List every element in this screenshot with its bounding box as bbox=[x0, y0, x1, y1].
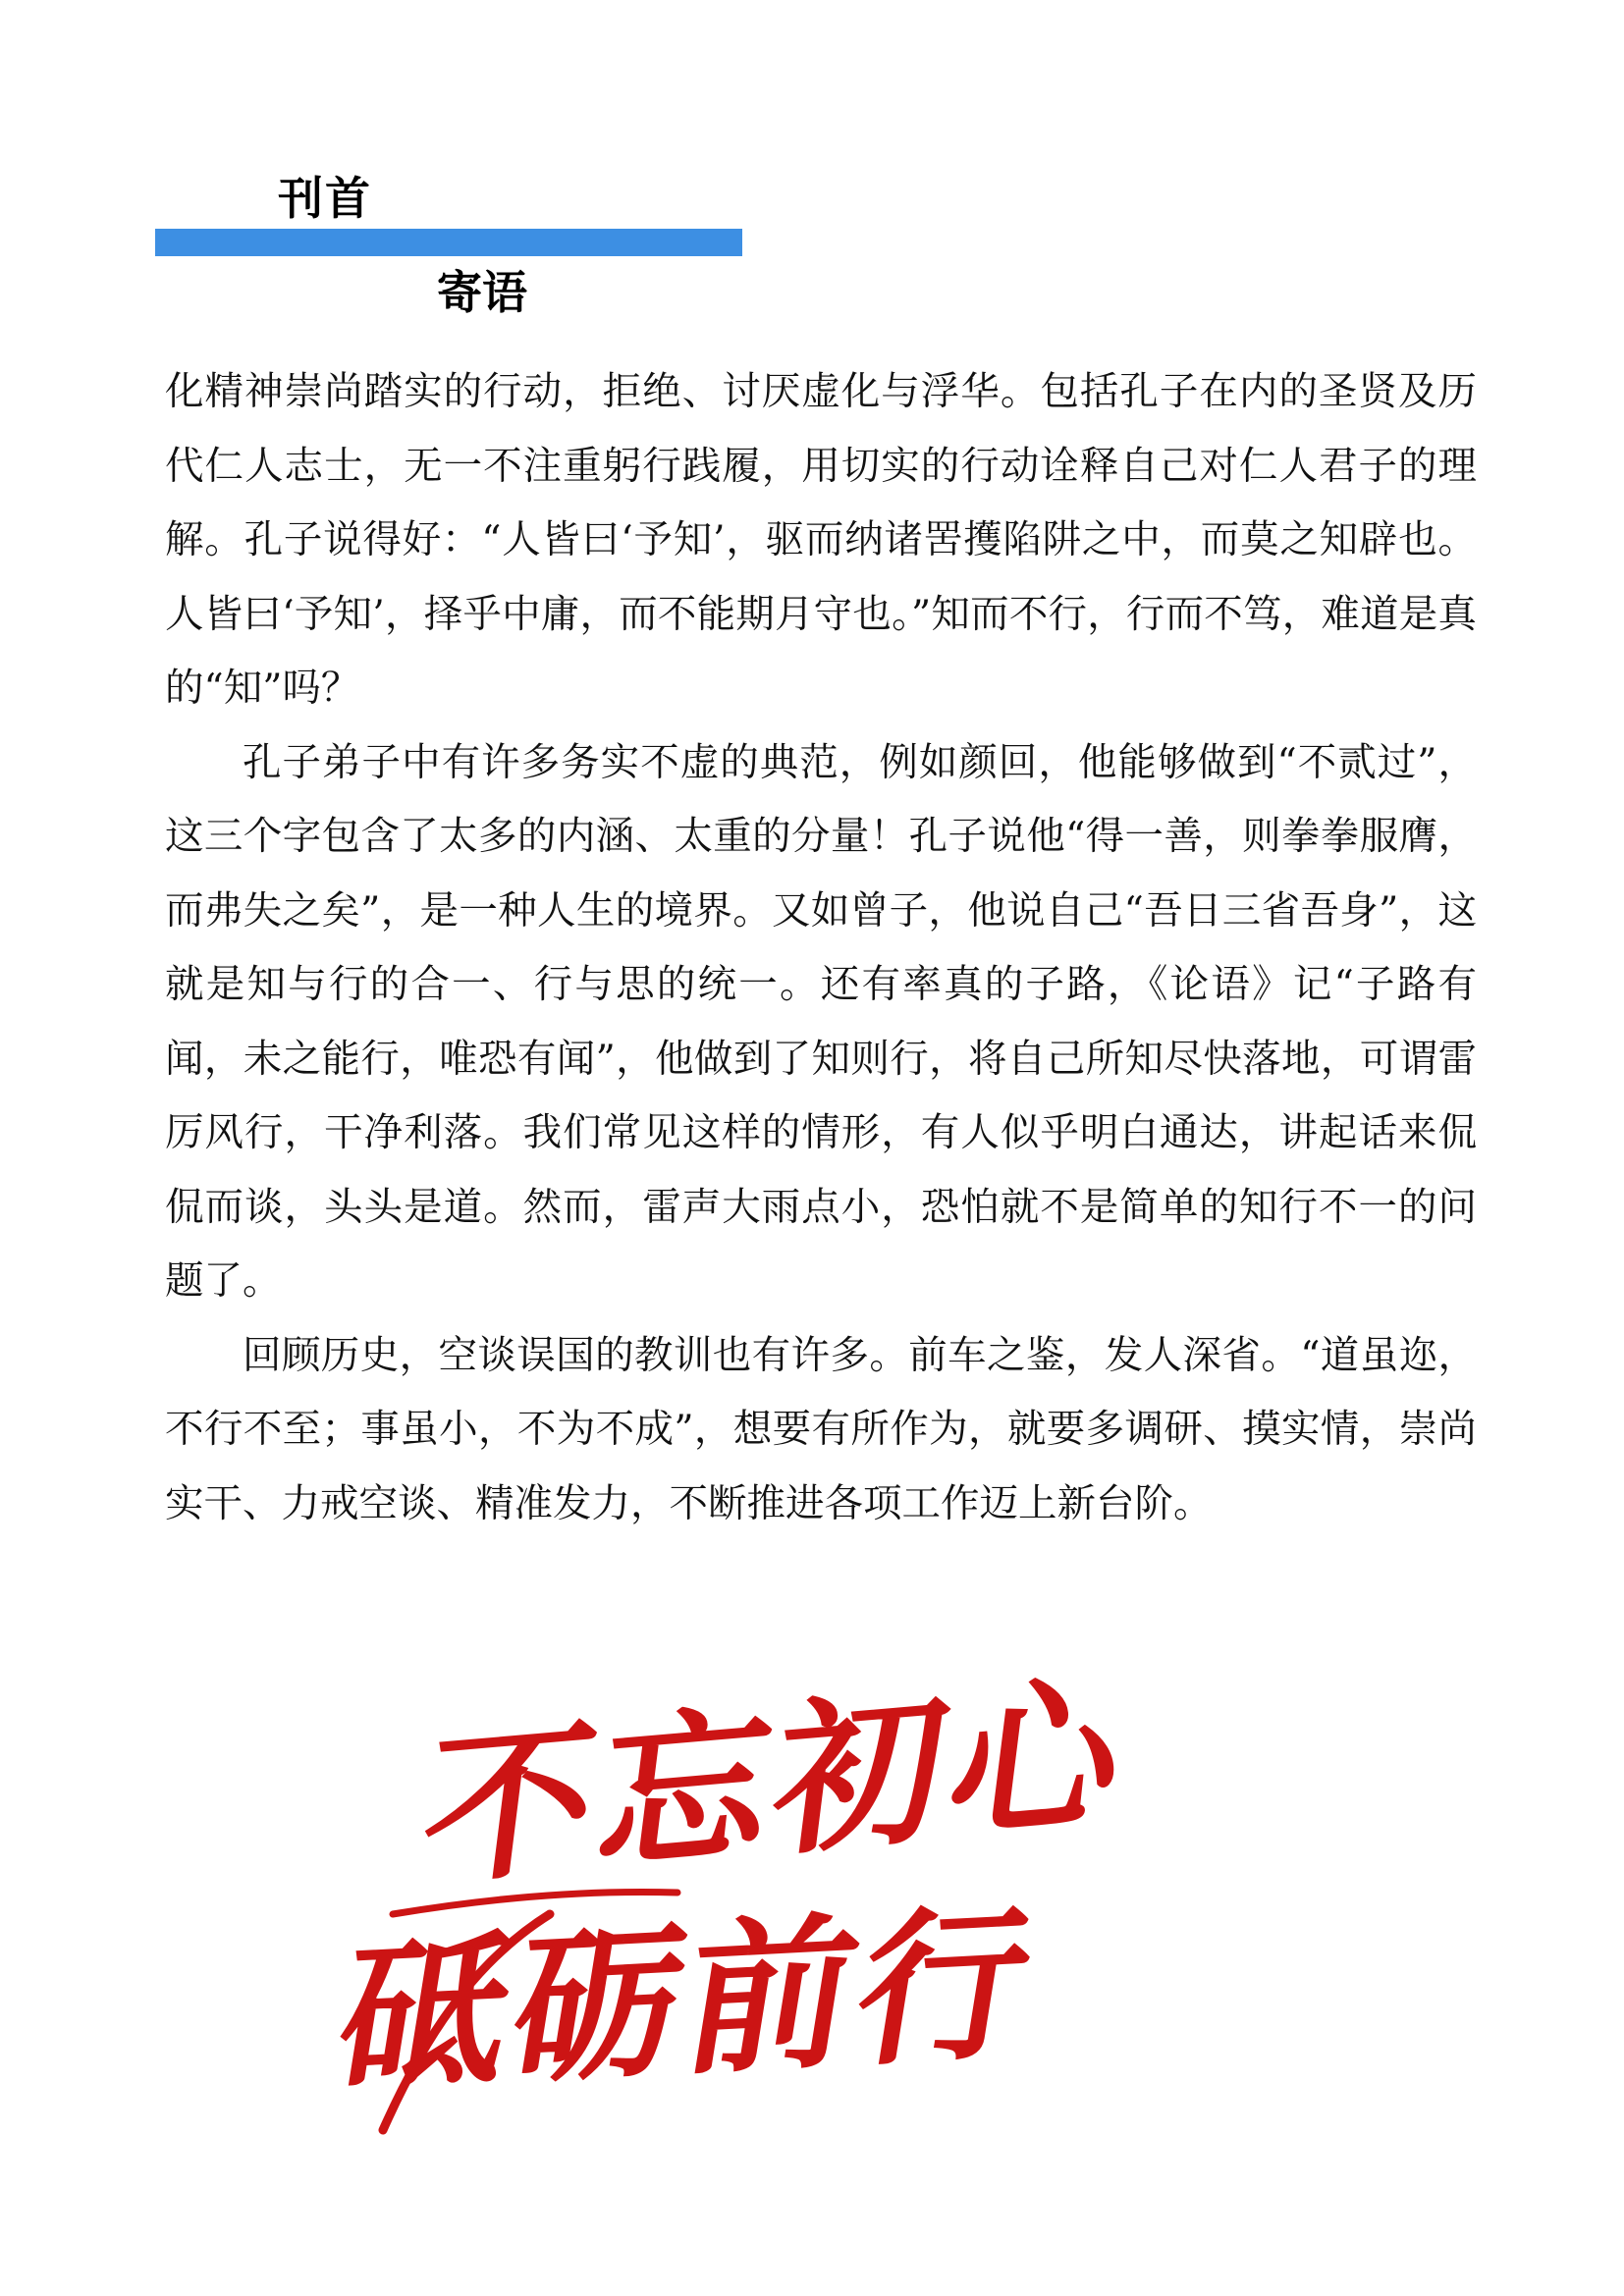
calligraphy-slogan-image bbox=[326, 1656, 1237, 2140]
calligraphy-line-2: 砥砺前行 bbox=[326, 1887, 1048, 2117]
calligraphy-line-1: 不忘初心 bbox=[412, 1656, 1139, 1911]
article-paragraph-3: 回顾历史，空谈误国的教训也有许多。前车之鉴，发人深省。“道虽迩，不行不至；事虽小，不为不成”，想要有所作为，就要多调研、摸实情，崇尚实干、力戒空谈、精准发力，不断推进各项工作迈上新台阶。 bbox=[165, 1332, 1477, 1526]
page-title: 刊首 bbox=[278, 172, 372, 225]
section-subtitle: 寄语 bbox=[437, 266, 527, 319]
article-body bbox=[165, 355, 1477, 1541]
article-paragraph-2: 孔子弟子中有许多务实不虚的典范，例如颜回，他能够做到“不贰过”，这三个字包含了太多的内涵、太重的分量！孔子说他“得一善，则拳拳服膺，而弗失之矣”，是一种人生的境界。又如曾子，他说自己“吾日三省吾身”，这就是知与行的合一、行与思的统一。还有率真的子路，《论语》记“子路有闻，未之能行，唯恐有闻”，他做到了知则行，将自己所知尽快落地，可谓雷厉风行，干净利落。我们常见这样的情形，有人似乎明白通达，讲起话来侃侃而谈，头头是道。然而，雷声大雨点小，恐怕就不是简单的知行不一的问题了。 bbox=[165, 739, 1477, 1304]
title-accent-bar bbox=[155, 229, 742, 256]
article-paragraph-1: 化精神崇尚踏实的行动，拒绝、讨厌虚化与浮华。包括孔子在内的圣贤及历代仁人志士，无一不注重躬行践履，用切实的行动诠释自己对仁人君子的理解。孔子说得好：“人皆曰‘予知’，驱而纳诸罟擭陷阱之中，而莫之知辟也。人皆曰‘予知’，择乎中庸，而不能期月守也。”知而不行，行而不笃，难道是真的“知”吗？ bbox=[165, 369, 1477, 711]
